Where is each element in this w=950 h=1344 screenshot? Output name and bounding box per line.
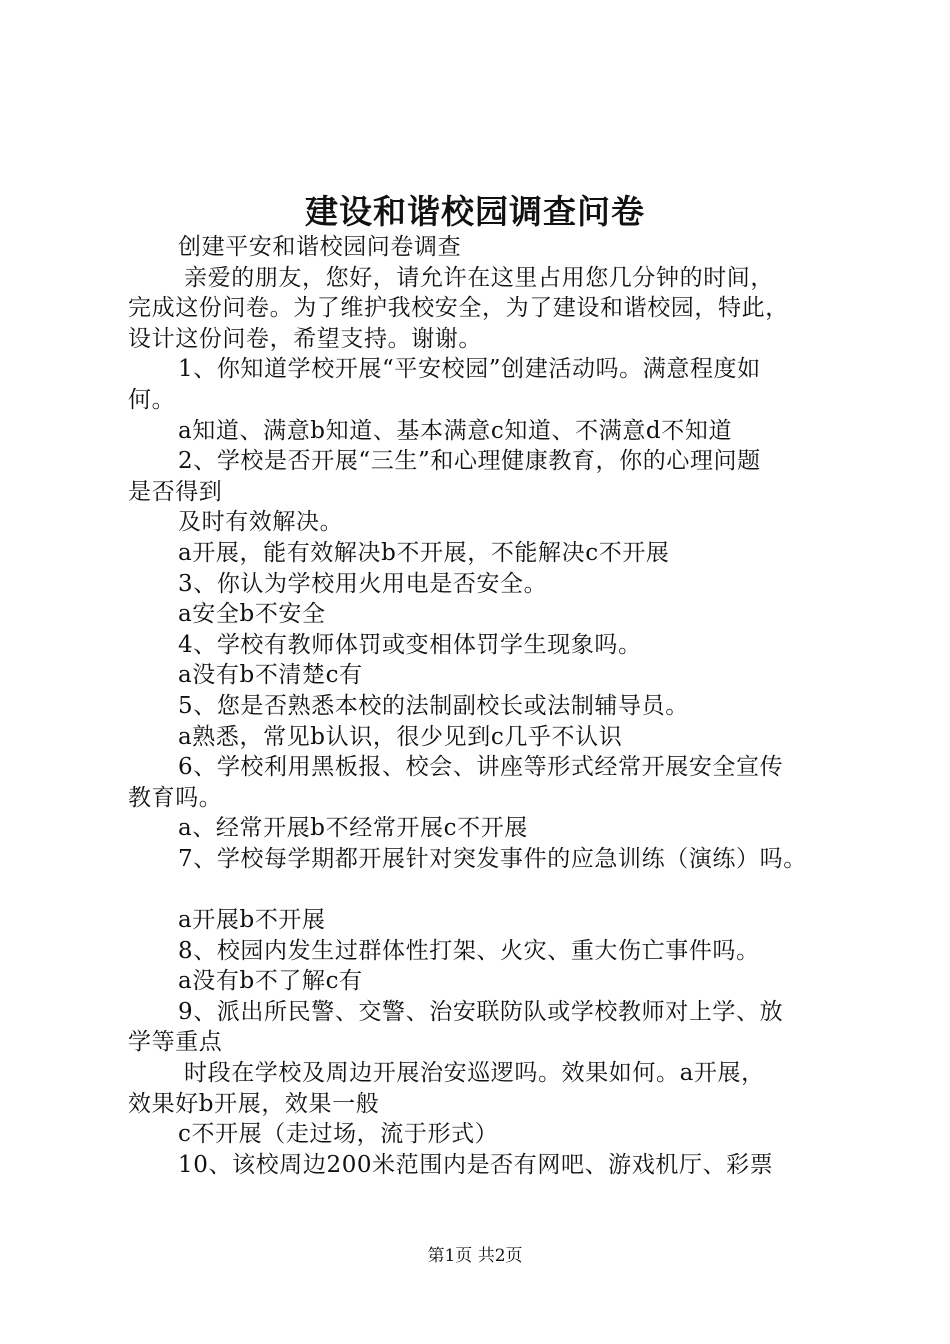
answer-options-line: a安全b不安全 bbox=[178, 601, 326, 628]
answer-options-line: c不开展（走过场，流于形式） bbox=[178, 1121, 499, 1148]
document-title: 建设和谐校园调查问卷 bbox=[305, 192, 645, 231]
intro-line: 设计这份问卷，希望支持。谢谢。 bbox=[128, 325, 482, 352]
question-line: 时段在学校及周边开展治安巡逻吗。效果如何。a开展， bbox=[184, 1060, 765, 1087]
question-line: 何。 bbox=[128, 386, 176, 413]
question-line: 10、该校周边200米范围内是否有网吧、游戏机厅、彩票 bbox=[178, 1151, 774, 1178]
question-line: 2、学校是否开展“三生”和心理健康教育，你的心理问题 bbox=[178, 448, 761, 475]
answer-options-line: a没有b不了解c有 bbox=[178, 968, 363, 995]
question-line: 3、你认为学校用火用电是否安全。 bbox=[178, 570, 548, 597]
question-line: 及时有效解决。 bbox=[178, 509, 344, 536]
question-line: 5、您是否熟悉本校的法制副校长或法制辅导员。 bbox=[178, 692, 689, 719]
intro-line: 完成这份问卷。为了维护我校安全，为了建设和谐校园，特此， bbox=[128, 295, 789, 322]
greeting-line: 亲爱的朋友，您好，请允许在这里占用您几分钟的时间， bbox=[184, 264, 774, 291]
page-number: 第1页 共2页 bbox=[427, 1246, 523, 1266]
question-line: 7、学校每学期都开展针对突发事件的应急训练（演练）吗。 bbox=[178, 845, 807, 872]
document-body bbox=[128, 232, 853, 1180]
subtitle-line: 创建平安和谐校园问卷调查 bbox=[178, 234, 462, 260]
question-line: 6、学校利用黑板报、校会、讲座等形式经常开展安全宣传 bbox=[178, 754, 784, 781]
answer-options-line: a开展，能有效解决b不开展，不能解决c不开展 bbox=[178, 539, 670, 566]
question-line: 学等重点 bbox=[128, 1029, 223, 1056]
blank-line bbox=[128, 874, 853, 905]
answer-options-line: a知道、满意b知道、基本满意c知道、不满意d不知道 bbox=[178, 417, 733, 444]
answer-options-line: a熟悉，常见b认识，很少见到c几乎不认识 bbox=[178, 723, 623, 750]
answer-options-line: a开展b不开展 bbox=[178, 907, 326, 934]
question-line: 9、派出所民警、交警、治安联防队或学校教师对上学、放 bbox=[178, 998, 784, 1025]
answer-options-line: a没有b不清楚c有 bbox=[178, 662, 363, 689]
question-line: 是否得到 bbox=[128, 478, 223, 505]
question-line: 教育吗。 bbox=[128, 784, 223, 811]
answer-options-line: 效果好b开展，效果一般 bbox=[128, 1090, 380, 1117]
answer-options-line: a、经常开展b不经常开展c不开展 bbox=[178, 815, 528, 842]
question-line: 1、你知道学校开展“平安校园”创建活动吗。满意程度如 bbox=[178, 356, 761, 383]
question-line: 8、校园内发生过群体性打架、火灾、重大伤亡事件吗。 bbox=[178, 937, 760, 964]
question-line: 4、学校有教师体罚或变相体罚学生现象吗。 bbox=[178, 631, 642, 658]
